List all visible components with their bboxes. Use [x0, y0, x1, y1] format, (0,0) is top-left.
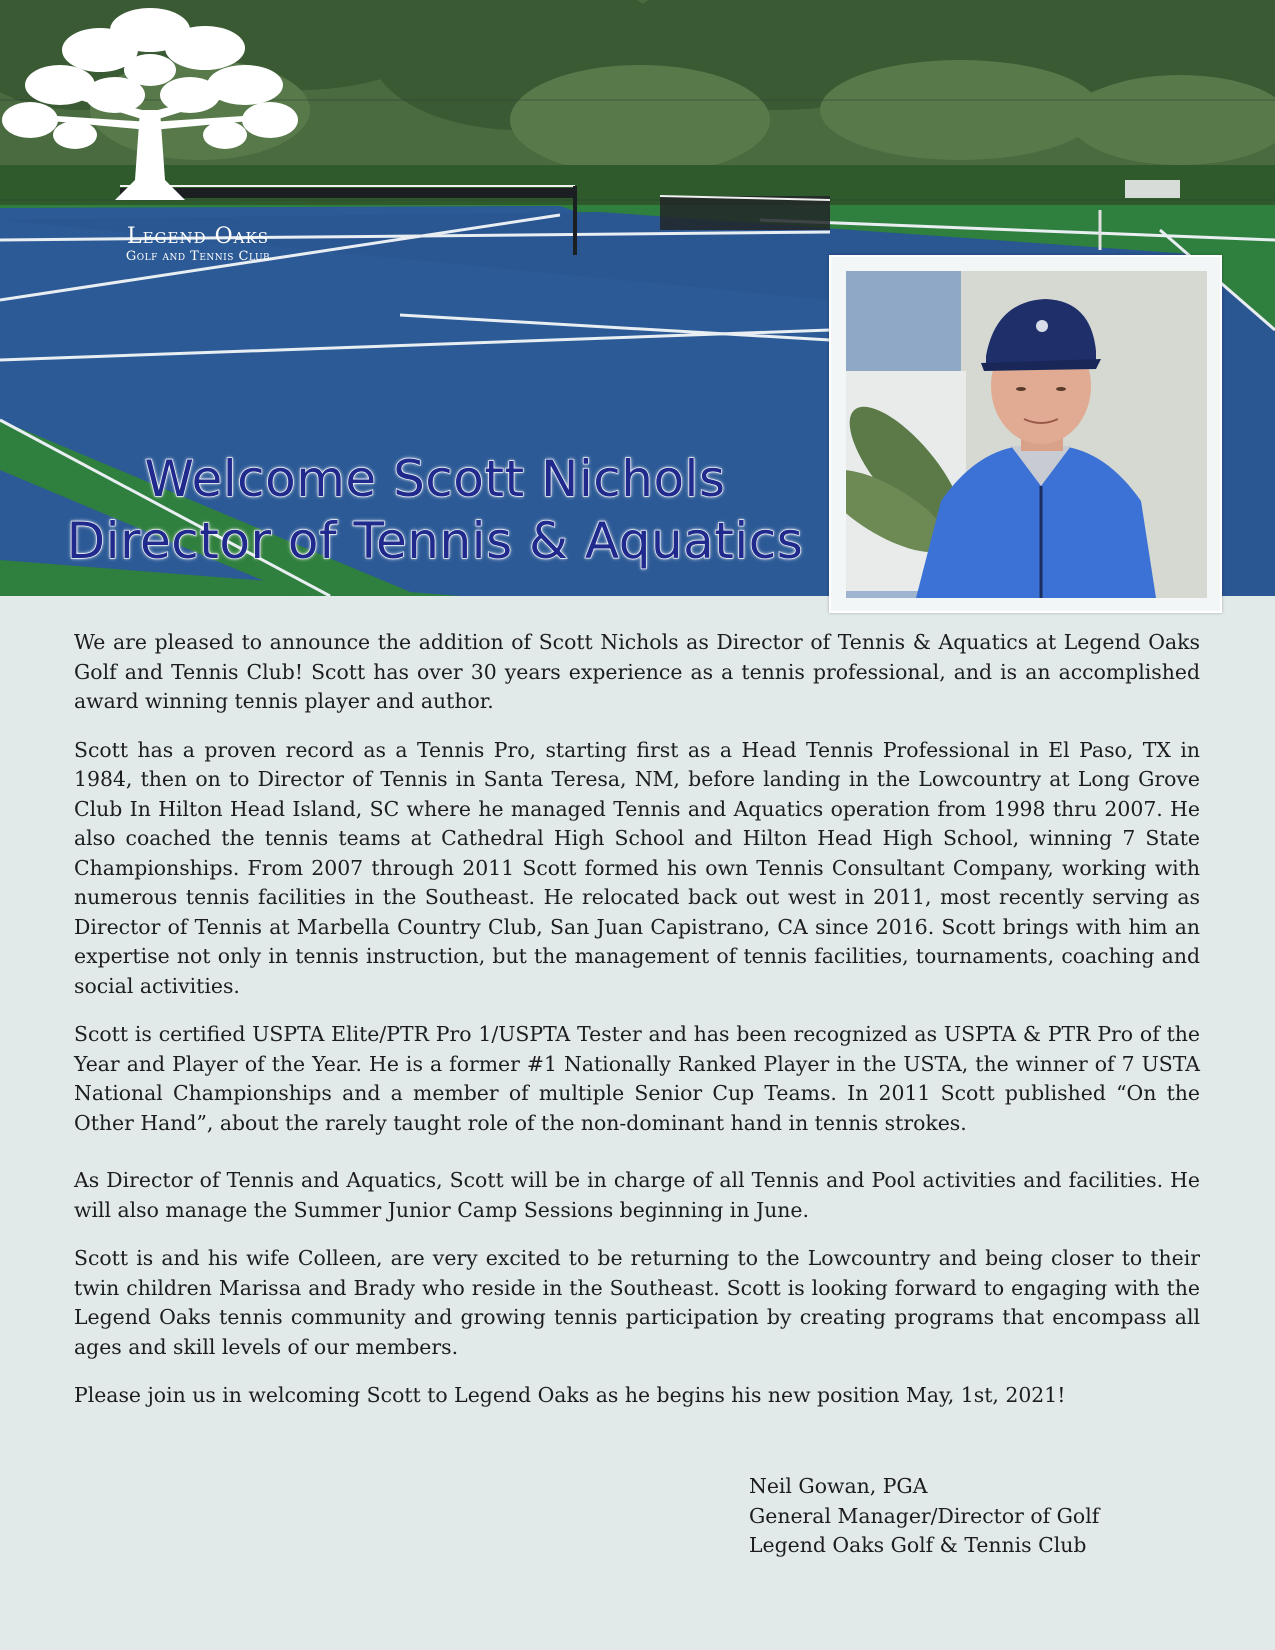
signature-club: Legend Oaks Golf & Tennis Club	[749, 1533, 1087, 1557]
paragraph-career: Scott has a proven record as a Tennis Pro, starting first as a Head Tennis Professional in El Paso, TX in 1984, then on to Director of Tennis in Santa Teresa, NM, before landing in the Lowcountry at Long Grove Club In Hilton Head Island, SC where he managed Tennis and Aquatics operation from 1998 thru 2007. He also coached the tennis teams at Cathedral High School and Hilton Head High School, winning 7 State Championships. From 2007 through 2011 Scott formed his own Tennis Consultant Company, working with numerous tennis facilities in the Southeast. He relocated back out west in 2011, most recently serving as Director of Tennis at Marbella Country Club, San Juan Capistrano, CA since 2016. Scott brings with him an expertise not only in tennis instruction, but the management of tennis facilities, tournaments, coaching and social activities.	[74, 737, 1200, 998]
page-title	[30, 448, 840, 572]
logo-name: Legend Oaks	[127, 224, 269, 249]
headline-line-2: Director of Tennis & Aquatics	[66, 512, 804, 570]
logo-subtitle: Golf and Tennis Club	[125, 249, 271, 264]
paragraph-intro: We are pleased to announce the addition of Scott Nichols as Director of Tennis & Aquatics at Legend Oaks Golf and Tennis Club! Scott has over 30 years experience as a tennis professional, and is an accomplished award winning tennis player and author.	[74, 630, 1200, 713]
portrait-image	[846, 271, 1207, 598]
paragraph-family: Scott is and his wife Colleen, are very excited to be returning to the Lowcountry and being closer to their twin children Marissa and Brady who reside in the Southeast. Scott is looking forward to engaging with the Legend Oaks tennis community and growing tennis participation by creating programs that encompass all ages and skill levels of our members.	[74, 1246, 1200, 1359]
headline-line-1: Welcome Scott Nichols	[144, 450, 726, 508]
paragraph-responsibilities: As Director of Tennis and Aquatics, Scott will be in charge of all Tennis and Pool activities and facilities. He will also manage the Summer Junior Camp Sessions beginning in June.	[74, 1168, 1200, 1222]
announcement-body	[74, 628, 1200, 1430]
paragraph-certifications: Scott is certified USPTA Elite/PTR Pro 1/USPTA Tester and has been recognized as USPTA & PTR Pro of the Year and Player of the Year. He is a former #1 Nationally Ranked Player in the USTA, the winner of 7 USTA National Championships and a member of multiple Senior Cup Teams. In 2011 Scott published “On the Other Hand”, about the rarely taught role of the non-dominant hand in tennis strokes.	[74, 1022, 1200, 1135]
signature-block	[749, 1472, 1209, 1561]
oak-tree-logo-icon	[0, 0, 300, 220]
portrait-photo	[846, 271, 1207, 598]
signature-name: Neil Gowan, PGA	[749, 1474, 928, 1498]
signature-title: General Manager/Director of Golf	[749, 1503, 1100, 1528]
portrait-frame	[829, 255, 1222, 613]
paragraph-welcome: Please join us in welcoming Scott to Legend Oaks as he begins his new position May, 1st, 2021!	[74, 1383, 1066, 1407]
